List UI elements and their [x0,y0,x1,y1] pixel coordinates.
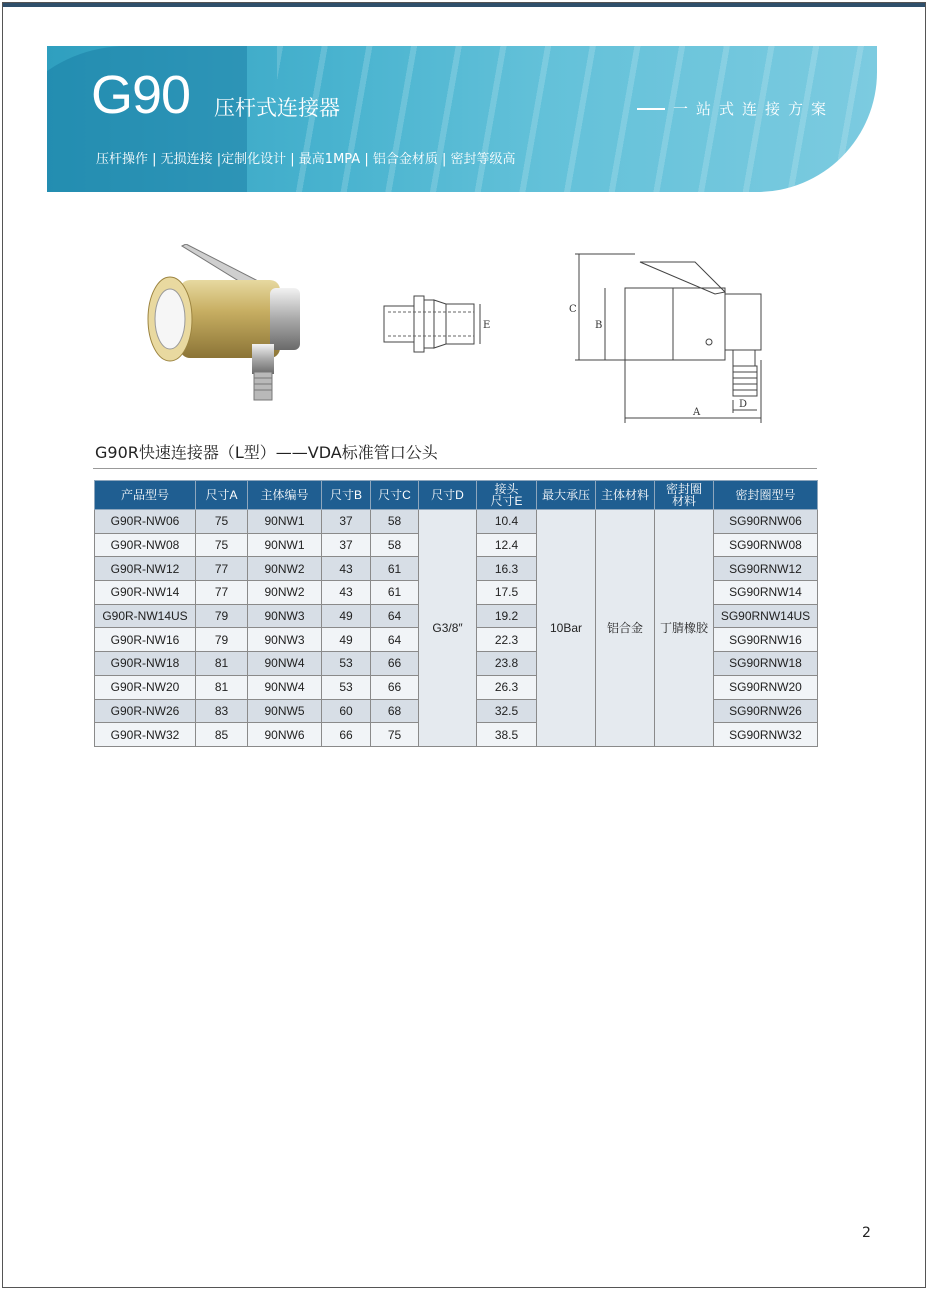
table-row: G90R-NW08 75 90NW1 37 58 12.4 SG90RNW08 [95,533,818,557]
page-number: 2 [862,1225,871,1241]
banner-features: 压杆操作 | 无损连接 |定制化设计 | 最高1MPA | 铝合金材质 | 密封等级高 [96,152,516,167]
section-title: G90R快速连接器（L型）——VDA标准管口公头 [95,443,438,462]
banner-slogan: 一站式连接方案 [673,100,835,118]
header-seal-material: 密封圈 材料 [655,481,714,510]
table-row: G90R-NW06 75 90NW1 37 58 G3/8″ 10.4 10Bar 铝合金 丁腈橡胶 SG90RNW06 [95,510,818,534]
banner-model: G90 [91,65,191,125]
header-size-c: 尺寸C [371,481,419,510]
table-row: G90R-NW12 77 90NW2 43 61 16.3 SG90RNW12 [95,557,818,581]
table-row: G90R-NW16 79 90NW3 49 64 22.3 SG90RNW16 [95,628,818,652]
shared-max-pressure: 10Bar [537,510,596,747]
shared-body-material: 铝合金 [596,510,655,747]
header-model: 产品型号 [95,481,196,510]
table-row: G90R-NW20 81 90NW4 53 66 26.3 SG90RNW20 [95,675,818,699]
section-rule [93,468,817,469]
fitting-drawing [380,290,510,360]
header-size-b: 尺寸B [322,481,371,510]
table-header-row [95,481,818,510]
table-row: G90R-NW14US 79 90NW3 49 64 19.2 SG90RNW14US [95,604,818,628]
table-row: G90R-NW26 83 90NW5 60 68 32.5 SG90RNW26 [95,699,818,723]
label-b: B [595,320,603,331]
product-photo [140,244,320,404]
header-seal-model: 密封圈型号 [714,481,818,510]
table-row: G90R-NW18 81 90NW4 53 66 23.8 SG90RNW18 [95,652,818,676]
header-body-material: 主体材料 [596,481,655,510]
table-row: G90R-NW14 77 90NW2 43 61 17.5 SG90RNW14 [95,581,818,605]
shared-size-d: G3/8″ [419,510,477,747]
slogan-dash [637,108,665,110]
banner-background-photo [277,46,877,192]
label-e: E [483,320,491,331]
banner-subtitle: 压杆式连接器 [214,96,340,120]
header-body-no: 主体编号 [248,481,322,510]
header-size-a: 尺寸A [196,481,248,510]
header-size-d: 尺寸D [419,481,477,510]
dimension-drawing [565,248,780,426]
header-max-pressure: 最大承压 [537,481,596,510]
label-d: D [739,399,748,410]
header-banner [47,46,877,192]
label-c: C [569,304,577,315]
table-row: G90R-NW32 85 90NW6 66 75 38.5 SG90RNW32 [95,723,818,747]
header-size-e: 接头 尺寸E [477,481,537,510]
spec-table [94,480,818,747]
shared-seal-material: 丁腈橡胶 [655,510,714,747]
label-a: A [693,407,701,418]
